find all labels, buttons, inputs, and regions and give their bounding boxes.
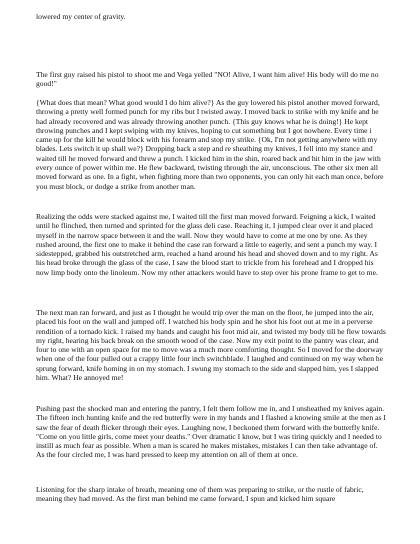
paragraph: Listening for the sharp intake of breath, meaning one of them was preparing to strike, or the rustle of fabric, meaning they had moved. As the first man behind me came forward, I spun and kicked him square (36, 485, 364, 504)
paragraph: lowered my center of gravity. (36, 12, 126, 21)
paragraph: {What does that mean? What good would I do him alive?} As the guy lowered his pistol another moved forward, throwing a pretty well formed punch for my ribs but I twisted away. I moved back to strike with my knife and he had already recovered and was already throwing another punch. {This guy knows what he is doing!} He kept throwing punches and I kept swiping with my knives, hoping to cut something but I got nowhere. Every time i came up for the kill he would block with his forearm and stop my strike. {Ok, I'm not getting anywhere with my blades. Lets switch it up shall we?} Dropping back a step and re sheathing my knives, I fell into my stance and waited till he moved forward and threw a punch. I kicked him in the shin, roared back and hit him in the jaw with every ounce of power within me. He flew backward, twisting through the air, unconscious. The other six men all moved forward as one. In a fight, when fighting more than two opponents, you can only hit each man once, before you must block, or dodge a strike from another man. (36, 98, 384, 191)
paragraph: The first guy raised his pistol to shoot me and Vega yelled "NO! Alive, I want him alive! His body will do me no good!" (36, 70, 379, 89)
paragraph: Realizing the odds were stacked against me, I waited till the first man moved forward. Feigning a kick, I waited until he flinched, then turned and sprinted for the glass deli case. Reaching it, I jumped clear over it and placed myself in the narrow space between it and the wall. Now they would have to come at me one by one. As they rushed around, the first one to make it behind the case ran forward a little to eagerly, and sent a punch my way. I sidestepped, grabbed his outstretched arm, reached a hand around his head and shoved down and to my right. As his head broke through the glass of the case, I saw the blood start to trickle from his forehead and I dropped his now limp body onto the linoleum. Now my other attackers would have to step over his prone frame to get to me. (36, 212, 378, 277)
paragraph: Pushing past the shocked man and entering the pantry, I felt them follow me in, and I unsheathed my knives again. The fifteen inch hunting knife and the red butterfly were in my hands and I flashed a knowing smile at the men as I saw the fear of death flicker through their eyes. Laughing now, I beckoned them forward with the butterfly knife. "Come on you little girls, come meet your deaths." Over dramatic I know, but I was tiring quickly and I needed to instill as much fear as possible. When a man is scared he makes mistakes, mistakes I can then take advantage of. As the four circled me, I was hard pressed to keep my attention on all of them at once. (36, 404, 386, 460)
paragraph: The next man ran forward, and just as I thought he would trip over the man on the floor, he jumped into the air, placed his foot on the wall and jumped off. I watched his body spin and he shot his foot out at me in a perverse rendition of a tornado kick. I raised my hands and caught his foot mid air, and twisted my body till he flew towards my right, hearing his back break on the smooth wood of the case. Now my exit point to the pantry was clear, and four to one with an open space for me to move was a much more comforting thought. So I moved for the doorway when one of the four pulled out a crappy little four inch switchblade. I laughed and continued on my way when he sprung forward, knife homing in on my stomach. I swung my stomach to the side and slapped him, yes I slapped him. What? He annoyed me! (36, 308, 386, 383)
